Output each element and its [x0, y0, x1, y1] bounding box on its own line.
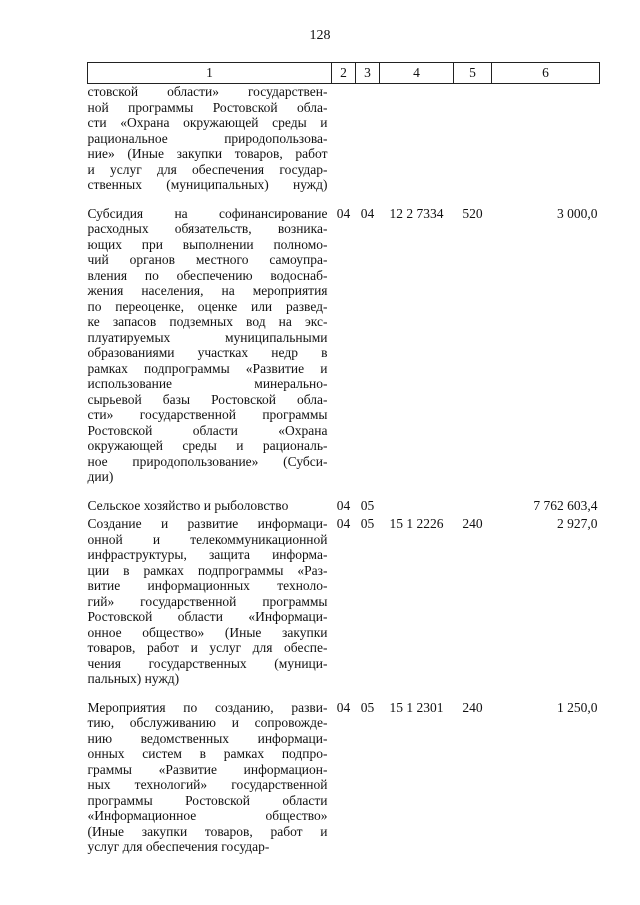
- description-line: онных систем в рамках подпро-: [87, 746, 328, 761]
- column-header: 3: [356, 63, 380, 84]
- description-line: инфраструктуры, защита информа-: [87, 547, 328, 562]
- amount: 3 000,0: [557, 205, 598, 221]
- section-code: 04: [336, 516, 351, 531]
- description-line: ных технологий» государственной: [87, 777, 328, 792]
- description-line: ющих при выполнении полномо-: [87, 236, 328, 252]
- amount: [492, 84, 600, 193]
- expense-type-code: 240: [462, 516, 483, 531]
- description-line: ное природопользование» (Субси-: [87, 453, 328, 469]
- description-line: сти «Охрана окружающей среды и: [87, 115, 328, 130]
- description-line: стовской области» государствен-: [87, 84, 328, 99]
- subsection-code: 05: [360, 497, 375, 513]
- column-header: 1: [88, 63, 332, 84]
- description-line: граммы «Развитие информацион-: [87, 761, 328, 777]
- target-item-code: 12 2 7334: [389, 205, 444, 221]
- expense-type-code: [454, 485, 492, 514]
- table-row: [88, 193, 600, 485]
- description-line: чения государственных (муници-: [87, 655, 328, 671]
- description-line: Ростовской области «Охрана: [87, 422, 328, 438]
- description-line: нию ведомственных информаци-: [87, 730, 328, 746]
- description-line: дии): [87, 469, 114, 484]
- table-row: [88, 513, 600, 687]
- subsection-code: 05: [360, 699, 375, 715]
- description-line: рациональное природопользова-: [87, 130, 328, 146]
- amount: 2 927,0: [557, 516, 598, 531]
- section-code: [332, 84, 356, 193]
- target-item-code: 15 1 2226: [389, 516, 444, 531]
- description-line: ние» (Иные закупки товаров, работ: [87, 146, 328, 161]
- description-line: чий органов местного самоупра-: [87, 252, 328, 267]
- description-line: сырьевой базы Ростовской обла-: [87, 391, 328, 407]
- section-code: 04: [336, 205, 351, 221]
- subsection-code: 05: [360, 516, 375, 531]
- description-line: использование минерально-: [87, 376, 328, 391]
- description-line: услуг для обеспечения государ-: [87, 839, 270, 854]
- description-line: (Иные закупки товаров, работ и: [87, 823, 328, 839]
- description-line: Сельское хозяйство и рыболовство: [87, 497, 289, 513]
- description-line: Ростовской области «Информаци-: [87, 609, 328, 624]
- description-line: образованиями участках недр в: [87, 345, 328, 360]
- subsection-code: 04: [360, 205, 375, 221]
- description-line: сти» государственной программы: [87, 407, 328, 422]
- budget-table: [87, 62, 600, 855]
- description-line: «Информационное общество»: [87, 808, 328, 823]
- description-line: ции в рамках подпрограммы «Раз-: [87, 562, 328, 578]
- description-line: по переоценке, оценке или развед-: [87, 298, 328, 314]
- column-header: 2: [332, 63, 356, 84]
- description-line: программы Ростовской области: [87, 792, 328, 808]
- table-row: [88, 485, 600, 514]
- description-line: рамках подпрограммы «Развитие и: [87, 360, 328, 376]
- table-row: [88, 687, 600, 855]
- row-description: [88, 687, 332, 855]
- amount: 7 762 603,4: [533, 497, 598, 513]
- description-line: витие информационных техноло-: [87, 578, 328, 593]
- description-line: вления по обеспечению водоснаб-: [87, 267, 328, 283]
- description-line: ственных (муниципальных) нужд): [87, 177, 328, 192]
- description-line: товаров, работ и услуг для обеспе-: [87, 640, 328, 655]
- expense-type-code: 240: [462, 699, 483, 715]
- section-code: 04: [336, 699, 351, 715]
- page-number: 128: [309, 28, 331, 43]
- subsection-code: [356, 84, 380, 193]
- table-row: [88, 84, 600, 193]
- target-item-code: [380, 84, 454, 193]
- description-line: пальных) нужд): [87, 671, 180, 686]
- description-line: жения населения, на мероприятия: [87, 283, 328, 298]
- table-body: [88, 84, 600, 855]
- row-description: [88, 485, 332, 514]
- target-item-code: [380, 485, 454, 514]
- row-description: [88, 193, 332, 485]
- row-description: [88, 513, 332, 687]
- description-line: окружающей среды и рациональ-: [87, 438, 328, 453]
- description-line: и услуг для обеспечения государ-: [87, 161, 328, 177]
- description-line: Субсидия на софинансирование: [87, 205, 328, 221]
- description-line: гий» государственной программы: [87, 593, 328, 609]
- expense-type-code: [454, 84, 492, 193]
- target-item-code: 15 1 2301: [389, 699, 444, 715]
- description-line: Создание и развитие информаци-: [87, 516, 328, 531]
- description-line: ной программы Ростовской обла-: [87, 99, 328, 115]
- description-line: тию, обслуживанию и сопровожде-: [87, 715, 328, 730]
- description-line: онной и телекоммуникационной: [87, 531, 328, 547]
- column-header: 5: [454, 63, 492, 84]
- section-code: 04: [336, 497, 351, 513]
- description-line: плуатируемых муниципальными: [87, 329, 328, 345]
- expense-type-code: 520: [462, 205, 483, 221]
- description-line: расходных обязательств, возника-: [87, 221, 328, 236]
- description-line: ке запасов подземных вод на экс-: [87, 314, 328, 329]
- amount: 1 250,0: [557, 699, 598, 715]
- column-header: 4: [380, 63, 454, 84]
- description-line: онное общество» (Иные закупки: [87, 624, 328, 640]
- column-header: 6: [492, 63, 600, 84]
- table-header-row: [88, 63, 600, 84]
- description-line: Мероприятия по созданию, разви-: [87, 699, 328, 715]
- row-description: [88, 84, 332, 193]
